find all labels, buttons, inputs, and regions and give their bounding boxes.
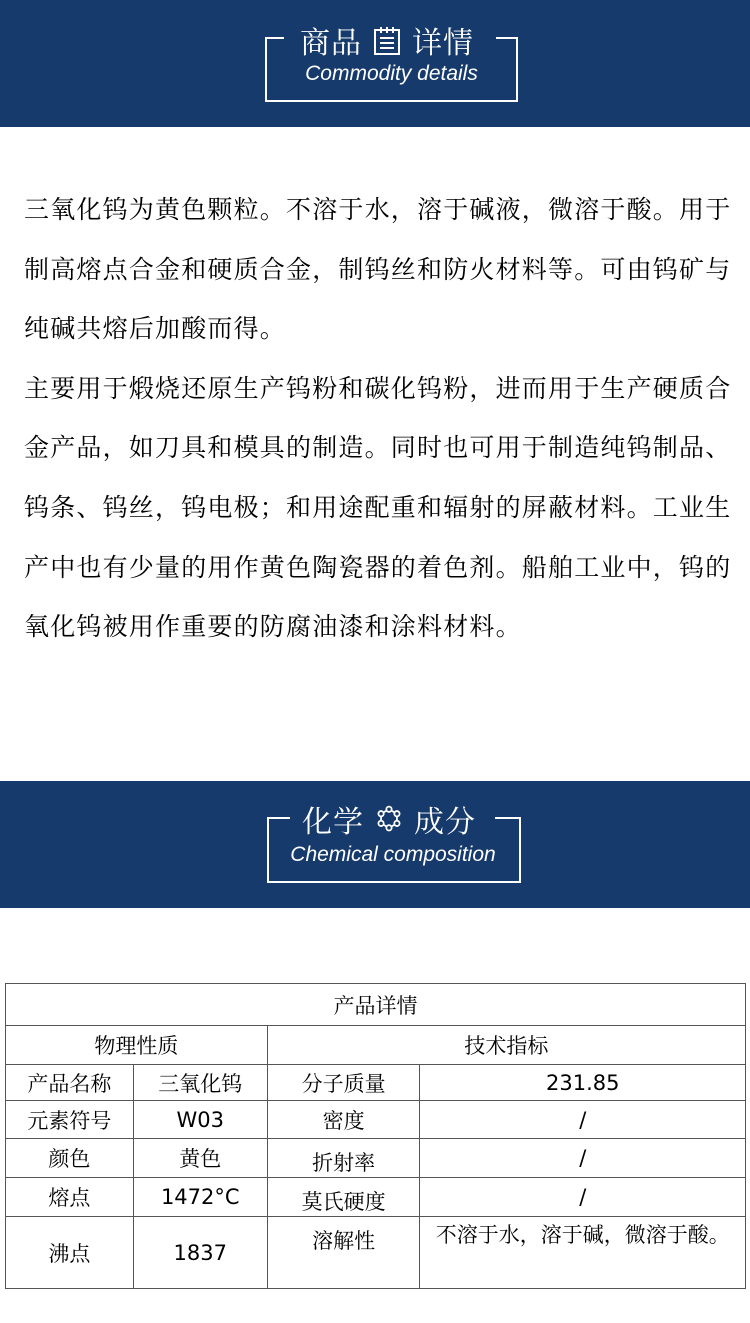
- indicator-value: /: [420, 1101, 746, 1139]
- group-header-physical: 物理性质: [6, 1026, 268, 1065]
- property-value: W03: [133, 1101, 267, 1139]
- property-value: 1472°C: [133, 1178, 267, 1217]
- commodity-details-banner: [0, 0, 750, 127]
- molecule-icon: [374, 804, 404, 834]
- section-subtitle: Commodity details: [305, 62, 478, 85]
- section-subtitle: Chemical composition: [290, 843, 496, 866]
- property-label: 产品名称: [6, 1065, 134, 1101]
- section-title-left: 化学: [302, 805, 364, 840]
- section-title: [302, 797, 476, 841]
- property-label: 元素符号: [6, 1101, 134, 1139]
- table-row: [6, 1217, 746, 1289]
- section-title-right: 成分: [414, 805, 476, 840]
- indicator-label: 溶解性: [267, 1217, 420, 1289]
- property-label: 熔点: [6, 1178, 134, 1217]
- property-value: 1837: [133, 1217, 267, 1289]
- section-title-left: 商品: [300, 26, 362, 61]
- section-title: [300, 18, 474, 62]
- indicator-label: 密度: [267, 1101, 420, 1139]
- property-label: 颜色: [6, 1139, 134, 1178]
- table-row: [6, 1139, 746, 1178]
- description-paragraph: 主要用于煅烧还原生产钨粉和碳化钨粉，进而用于生产硬质合金产品，如刀具和模具的制造。同时也可用于制造纯钨制品、钨条、钨丝，钨电极；和用途配重和辐射的屏蔽材料。工业生产中也有少量的用作黄色陶瓷器的着色剂。船舶工业中，钨的氧化钨被用作重要的防腐油漆和涂料材料。: [24, 373, 732, 642]
- indicator-label: 分子质量: [267, 1065, 420, 1101]
- notepad-icon: [372, 25, 402, 55]
- table-row: [6, 1101, 746, 1139]
- indicator-label: 莫氏硬度: [267, 1178, 420, 1217]
- table-row: [6, 1065, 746, 1101]
- indicator-value: 231.85: [420, 1065, 746, 1101]
- indicator-label: 折射率: [267, 1139, 420, 1178]
- group-header-technical: 技术指标: [267, 1026, 745, 1065]
- table-row: [6, 1178, 746, 1217]
- property-value: 三氧化钨: [133, 1065, 267, 1101]
- section-title-right: 详情: [412, 26, 474, 61]
- product-description: [24, 180, 740, 657]
- indicator-value: /: [420, 1178, 746, 1217]
- description-paragraph: 三氧化钨为黄色颗粒。不溶于水，溶于碱液，微溶于酸。用于制高熔点合金和硬质合金，制钨丝和防火材料等。可由钨矿与纯碱共熔后加酸而得。: [24, 195, 732, 344]
- product-spec-table: [5, 983, 746, 1289]
- table-title: 产品详情: [6, 984, 746, 1026]
- indicator-value: /: [420, 1139, 746, 1178]
- chemical-composition-banner: [0, 781, 750, 908]
- indicator-value: 不溶于水，溶于碱，微溶于酸。: [420, 1217, 746, 1289]
- property-value: 黄色: [133, 1139, 267, 1178]
- property-label: 沸点: [6, 1217, 134, 1289]
